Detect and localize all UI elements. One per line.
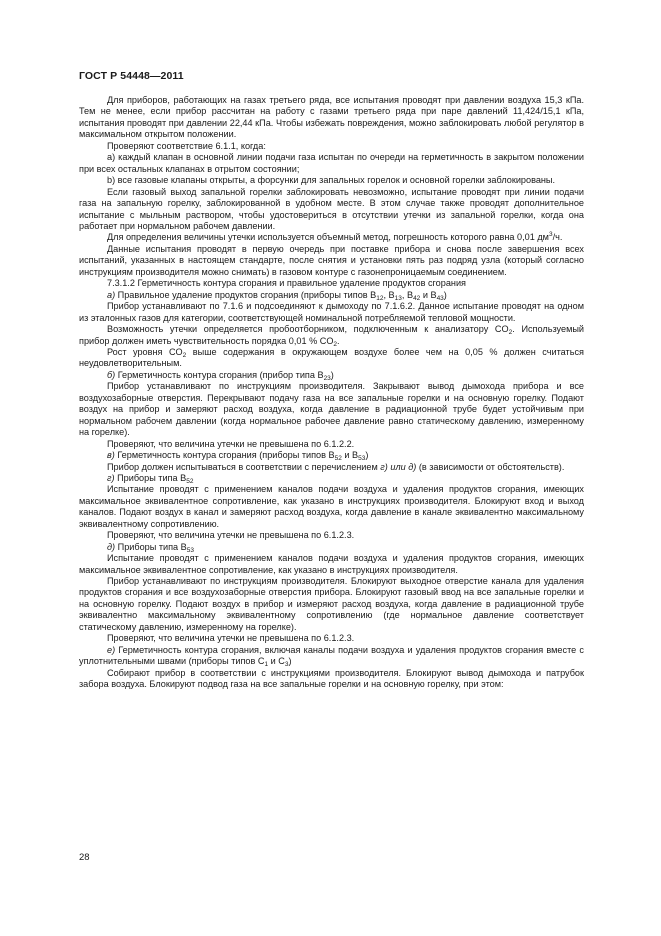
standard-header: ГОСТ Р 54448—2011	[79, 70, 184, 82]
subsection-g: г) Приборы типа $B_{52}$	[107, 472, 194, 485]
paragraph: Для приборов, работающих на газах третьего ряда, все испытания проводят при давлении воздуха 15,3 кПа. Тем не менее, если прибор рассчитан на работу с газами третьего ряда при паре давлений 11,424/15,1 кПа, испытания проводят при давлении 22,44 кПа. Чтобы избежать повреждения, можно заблокировать любой регулятор в максимальном открытом положении.	[79, 95, 584, 140]
paragraph: Прибор должен испытываться в соответствии с перечислением г) или д) (в зависимости от обстоятельств).	[107, 461, 565, 472]
subsection-v: в) Герметичность контура сгорания (приборы типов $B_{52}$ и $B_{53}$)	[107, 450, 369, 463]
subsection-a: a) Правильное удаление продуктов сгорания (приборы типов $B_{12}$, $B_{13}$, $B_{42}$ и $B_{43}$)	[107, 289, 447, 302]
paragraph: Испытание проводят с применением каналов подачи воздуха и удаления продуктов сгорания, имеющих максимальное эквивалентное сопротивление, как указано в инструкциях производителя.	[79, 553, 584, 575]
paragraph: Если газовый выход запальной горелки заблокировать невозможно, испытание проводят при линии подачи газа на запальную горелку, заблокированной в удобном месте. В этом случае также проводят дополнительное испытание с мыльным раствором, чтобы удостовериться в отсутствии утечки из запальной горелки, когда она работает при нормальном рабочем давлении.	[79, 186, 584, 231]
subsection-e: е) Герметичность контура сгорания, включая каналы подачи воздуха и удаления продуктов сгорания вместе с уплотнительными швами (приборы типов $C_1$ и $C_3$)	[79, 644, 584, 669]
paragraph: Проверяют, что величина утечки не превышена по 6.1.2.3.	[107, 633, 355, 644]
paragraph: Прибор устанавливают по инструкциям производителя. Блокируют выходное отверстие канала для удаления продуктов сгорания и все воздухозаборные отверстия прибора. Блокируют газовый ввод на все запальные горелки и на основную горелку. Подают воздух в прибор и измеряют расход воздуха, когда давление в радиационной трубе эквивалентно максимальному эквивалентному сопротивлению (где нормальное давление соответствует статическому давлению, измеренному на горелке).	[79, 576, 584, 632]
paragraph: Проверяют, что величина утечки не превышена по 6.1.2.2.	[107, 438, 355, 449]
paragraph: Испытание проводят с применением каналов подачи воздуха и удаления продуктов сгорания, имеющих максимальное эквивалентное сопротивление, как указано в инструкциях производителя. Блокируют вход и выход каналов. Подают воздух в канал и замеряют расход воздуха, когда давление в канале эквивалентно максимальному эквивалентному сопротивлению.	[79, 484, 584, 529]
paragraph: Проверяют соответствие 6.1.1, когда:	[107, 140, 266, 151]
paragraph: Проверяют, что величина утечки не превышена по 6.1.2.3.	[107, 530, 355, 541]
paragraph: Возможность утечки определяется пробоотборником, подключенным к анализатору $CO_2$. Используемый прибор должен иметь чувствительность порядка 0,01 % $CO_2$.	[79, 324, 584, 348]
paragraph: Собирают прибор в соответствии с инструкциями производителя. Блокируют вывод дымохода и патрубок забора воздуха. Блокируют подвод газа на все запальные горелки и на основную горелку, при этом:	[79, 667, 584, 690]
paragraph: Прибор устанавливают по инструкциям производителя. Закрывают вывод дымохода прибора и все воздухозаборные отверстия. Перекрывают подачу газа на все запальные горелки и на основную горелку. Подают воздух на прибор и замеряют расход воздуха, когда давление в радиационной трубе будет устойчивым при нормальном рабочем давлении (когда нормальное рабочее давление равно статическому давлению, измеренному на горелке).	[79, 381, 584, 438]
section-heading: 7.3.1.2 Герметичность контура сгорания и правильное удаление продуктов сгорания	[107, 278, 466, 289]
subsection-b: б) Герметичность контура сгорания (прибор типа $B_{23}$)	[107, 369, 334, 382]
subsection-d: д) Приборы типа $B_{53}$	[107, 541, 194, 554]
paragraph: Рост уровня $CO_2$ выше содержания в окружающем воздухе более чем на 0,05 % должен считаться неудовлетворительным.	[79, 346, 584, 369]
document-body	[79, 95, 584, 691]
list-item-b: b) все газовые клапаны открыты, а форсунки для запальных горелок и основной горелки заблокированы.	[107, 175, 556, 186]
paragraph: Прибор устанавливают по 7.1.6 и подсоединяют к дымоходу по 7.1.6.2. Данное испытание проводят на одном из эталонных газов для категории, соответствующей номинальной потребляемой тепловой мощности.	[79, 301, 584, 323]
list-item-a: а) каждый клапан в основной линии подачи газа испытан по очереди на герметичность в закрытом положении при всех остальных клапанах в отрытом состоянии;	[79, 152, 584, 174]
paragraph: Для определения величины утечки используется объемный метод, погрешность которого равна 0,01 $дм^3/ч$.	[107, 231, 563, 243]
paragraph: Данные испытания проводят в первую очередь при поставке прибора и снова после завершения всех испытаний, указанных в настоящем стандарте, после снятия и установки пять раз подряд узла (который согласно инструкциям производителя можно снимать) в газовом контуре с газонепроницаемым соединением.	[79, 243, 584, 277]
page-number: 28	[79, 852, 90, 863]
